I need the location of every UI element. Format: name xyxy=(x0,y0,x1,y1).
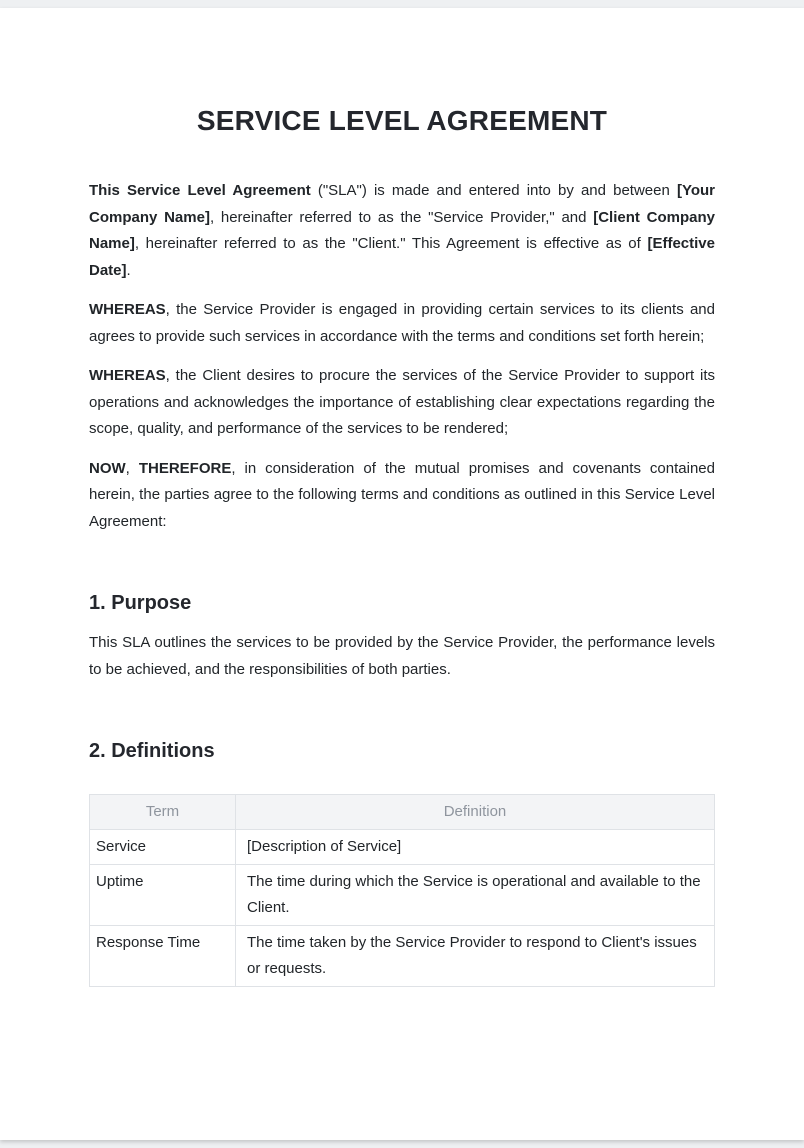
intro-paragraph-1: This Service Level Agreement ("SLA") is made and entered into by and between [Your Company Name], hereinafter referred to as the "Service Provider," and [Client Company Name], hereinafter referred to as the "Client." This Agreement is effective as of [Effective Date]. xyxy=(89,182,716,279)
intro-paragraph-3: WHEREAS, the Client desires to procure the services of the Service Provider to support its operations and acknowledges the importance of establishing clear expectations regarding the scope, quality, and performance of the services to be rendered; xyxy=(89,367,715,437)
term-cell: Uptime xyxy=(90,865,236,926)
definitions-table xyxy=(89,794,715,987)
table-header-definition: Definition xyxy=(236,795,715,830)
term-cell: Service xyxy=(90,830,236,865)
section-heading-definitions: 2. Definitions xyxy=(89,740,215,762)
definition-cell: The time during which the Service is operational and available to the Client. xyxy=(236,865,715,926)
document-title: SERVICE LEVEL AGREEMENT xyxy=(196,105,608,136)
definitions-table-body xyxy=(90,830,715,987)
intro-paragraph-4: NOW, THEREFORE, in consideration of the mutual promises and covenants contained herein, the parties agree to the following terms and conditions as outlined in this Service Level Agreement: xyxy=(89,459,715,530)
definition-cell: [Description of Service] xyxy=(236,830,715,865)
table-header-row xyxy=(90,795,715,830)
table-row xyxy=(90,830,715,865)
document-page xyxy=(0,8,804,1140)
section-body-purpose: This SLA outlines the services to be provided by the Service Provider, the performance levels to be achieved, and the responsibilities of both parties. xyxy=(89,634,715,678)
term-cell: Response Time xyxy=(90,926,236,987)
section-heading-purpose: 1. Purpose xyxy=(89,592,192,614)
table-row xyxy=(90,865,715,926)
definition-cell: The time taken by the Service Provider to respond to Client's issues or requests. xyxy=(236,926,715,987)
table-row xyxy=(90,926,715,987)
table-header-term: Term xyxy=(90,795,236,830)
intro-paragraph-2: WHEREAS, the Service Provider is engaged in providing certain services to its clients and agrees to provide such services in accordance with the terms and conditions set forth herein; xyxy=(89,301,715,345)
